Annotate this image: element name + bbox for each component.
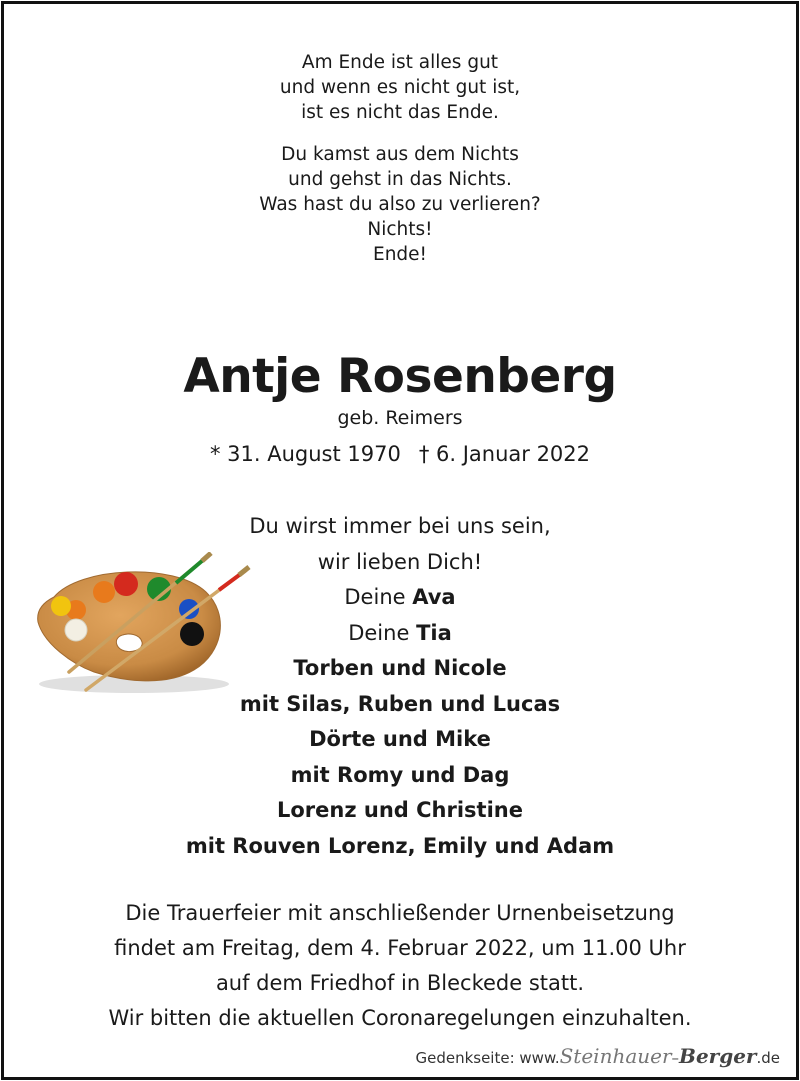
mourners (4, 509, 796, 864)
service-line: auf dem Friedhof in Bleckede statt. (215, 971, 585, 995)
death-date: † 6. Januar 2022 (418, 442, 591, 466)
funeral-home-logo-bold: Berger (679, 1044, 757, 1068)
mourner-family: mit Romy und Dag (290, 762, 510, 787)
mourner-tia: Deine Tia (348, 620, 452, 645)
service-line: Wir bitten die aktuellen Coronaregelungen einzuhalten. (108, 1006, 692, 1030)
poem (4, 50, 796, 267)
obituary-notice (1, 1, 799, 1080)
funeral-home-logo: Steinhauer (559, 1044, 672, 1068)
poem-line: ist es nicht das Ende. (301, 102, 499, 123)
mourner-family: Dörte und Mike (309, 727, 491, 751)
birth-date: * 31. August 1970 (209, 442, 401, 466)
poem-line: Ende! (373, 244, 427, 265)
funeral-service-info (4, 896, 796, 1036)
mourner-family: mit Silas, Ruben und Lucas (239, 691, 561, 716)
mourner-family: Lorenz und Christine (277, 798, 523, 822)
poem-stanza-2 (4, 142, 796, 267)
memorial-suffix: .de (756, 1049, 780, 1067)
farewell-line: Du wirst immer bei uns sein, (249, 514, 551, 538)
poem-line: Was hast du also zu verlieren? (259, 194, 541, 215)
mourner-family: Torben und Nicole (293, 656, 507, 680)
poem-stanza-1 (4, 50, 796, 125)
service-line: Die Trauerfeier mit anschließender Urnenbeisetzung (125, 901, 675, 925)
deceased-name: Antje Rosenberg (183, 349, 617, 404)
memorial-prefix: Gedenkseite: www. (415, 1049, 560, 1067)
memorial-page-link[interactable]: Gedenkseite: www.Steinhauer–Berger.de (415, 1044, 780, 1068)
poem-line: und gehst in das Nichts. (288, 169, 512, 190)
mourner-family: mit Rouven Lorenz, Emily und Adam (185, 833, 615, 858)
maiden-name: geb. Reimers (337, 407, 463, 429)
farewell-line: wir lieben Dich! (317, 549, 483, 574)
poem-line: Am Ende ist alles gut (301, 52, 499, 73)
poem-line: Du kamst aus dem Nichts (281, 144, 519, 165)
service-line: findet am Freitag, dem 4. Februar 2022, um 11.00 Uhr (114, 936, 686, 960)
mourner-ava: Deine Ava (344, 585, 456, 609)
life-dates (4, 442, 796, 466)
poem-line: Nichts! (367, 219, 433, 240)
poem-line: und wenn es nicht gut ist, (279, 77, 521, 98)
